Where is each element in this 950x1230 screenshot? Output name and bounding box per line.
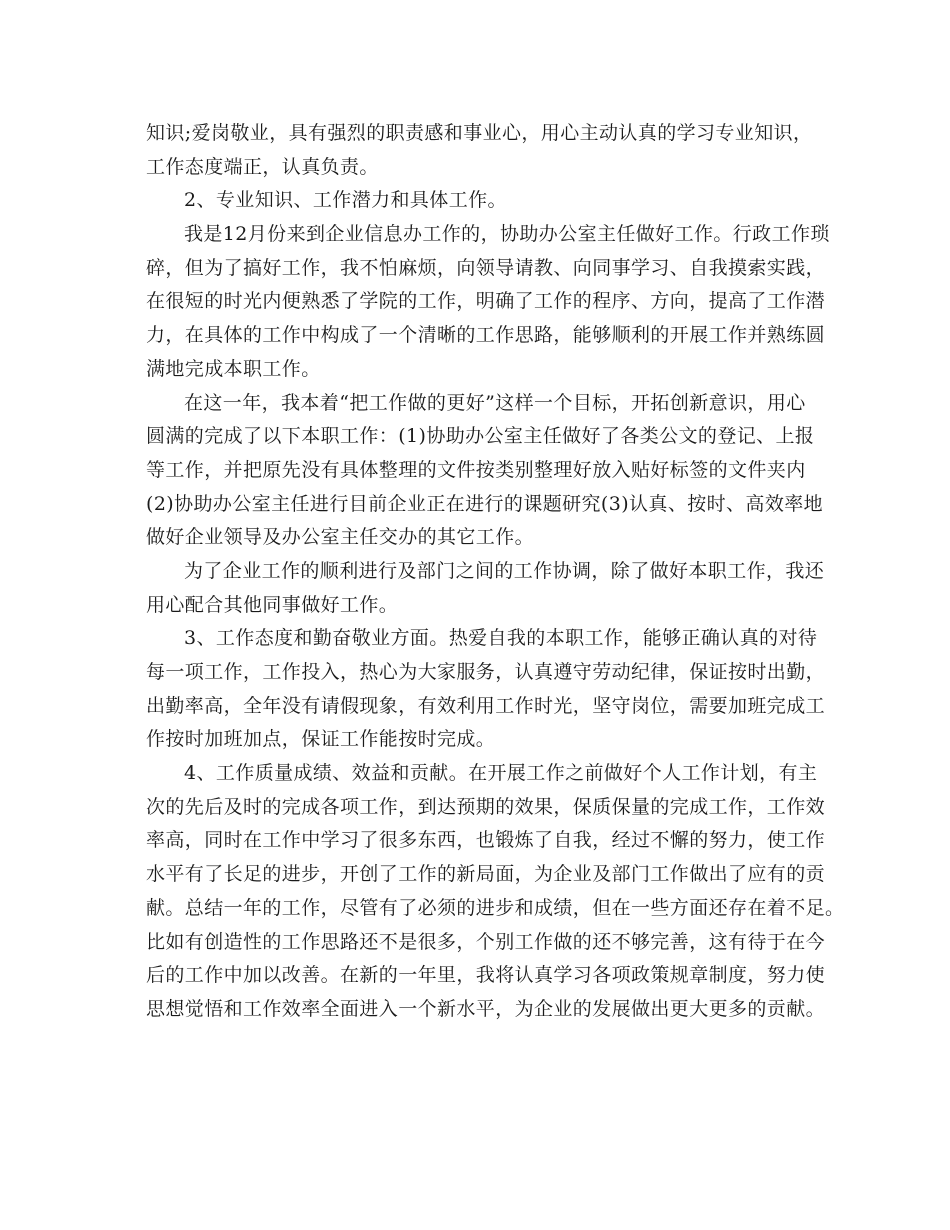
text-line: 水平有了长足的进步，开创了工作的新局面，为企业及部门工作做出了应有的贡 (146, 863, 826, 886)
text-line: 用心配合其他同事做好工作。 (146, 593, 399, 616)
text-line: 比如有创造性的工作思路还不是很多，个别工作做的还不够完善，这有待于在今 (146, 930, 826, 953)
text-line: 后的工作中加以改善。在新的一年里，我将认真学习各项政策规章制度，努力使 (146, 964, 826, 987)
text-line: 率高，同时在工作中学习了很多东西，也锻炼了自我，经过不懈的努力，使工作 (146, 829, 826, 852)
text-line: 做好企业领导及办公室主任交办的其它工作。 (146, 526, 535, 549)
text-line: 我是12月份来到企业信息办工作的，协助办公室主任做好工作。行政工作琐 (184, 223, 830, 246)
text-line: 每一项工作，工作投入，热心为大家服务，认真遵守劳动纪律，保证按时出勤， (146, 661, 826, 683)
text-line: 等工作，并把原先没有具体整理的文件按类别整理好放入贴好标签的文件夹内 (146, 458, 806, 481)
text-line: 3、工作态度和勤奋敬业方面。热爱自我的本职工作，能够正确认真的对待 (184, 627, 818, 650)
text-line: 工作态度端正，认真负责。 (146, 155, 379, 178)
text-line: 满地完成本职工作。 (146, 357, 321, 380)
text-line: 作按时加班加点，保证工作能按时完成。 (146, 728, 496, 751)
text-line: 知识;爱岗敬业，具有强烈的职责感和事业心，用心主动认真的学习专业知识， (146, 122, 813, 144)
text-line: 献。总结一年的工作，尽管有了必须的进步和成绩，但在一些方面还存在着不足。 (146, 896, 845, 919)
text-line: (2)协助办公室主任进行目前企业正在进行的课题研究(3)认真、按时、高效率地 (146, 492, 824, 515)
text-line: 在很短的时光内便熟悉了学院的工作，明确了工作的程序、方向，提高了工作潜 (146, 290, 826, 313)
text-line: 2、专业知识、工作潜力和具体工作。 (184, 189, 507, 212)
text-line: 4、工作质量成绩、效益和贡献。在开展工作之前做好个人工作计划，有主 (184, 762, 818, 785)
text-line: 思想觉悟和工作效率全面进入一个新水平，为企业的发展做出更大更多的贡献。 (146, 997, 826, 1020)
text-line: 在这一年，我本着“把工作做的更好”这样一个目标，开拓创新意识，用心 (184, 391, 806, 414)
text-line: 次的先后及时的完成各项工作，到达预期的效果，保质保量的完成工作，工作效 (146, 795, 826, 818)
text-line: 圆满的完成了以下本职工作：(1)协助办公室主任做好了各类公文的登记、上报 (146, 425, 815, 448)
text-line: 力，在具体的工作中构成了一个清晰的工作思路，能够顺利的开展工作并熟练圆 (146, 324, 826, 347)
text-line: 出勤率高，全年没有请假现象，有效利用工作时光，坚守岗位，需要加班完成工 (146, 694, 826, 717)
text-line: 碎，但为了搞好工作，我不怕麻烦，向领导请教、向同事学习、自我摸索实践， (146, 256, 826, 279)
text-line: 为了企业工作的顺利进行及部门之间的工作协调，除了做好本职工作，我还 (184, 559, 825, 582)
document-body (146, 117, 845, 1027)
